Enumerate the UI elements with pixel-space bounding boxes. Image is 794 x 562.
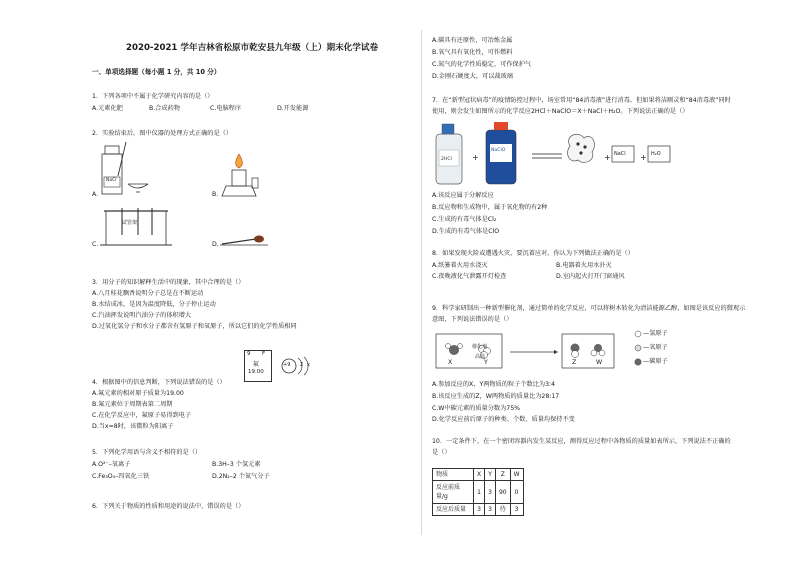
q5-stem: 5．下列化学用语与含义不相符的是（）: [92, 449, 202, 456]
q10-stem-line2: 是（）: [432, 449, 451, 456]
product-box-nacl: NaCl: [614, 151, 626, 157]
q2-figure-a: [92, 140, 182, 202]
q9-option-a: A.参加反应的X，Y两物质的粒子个数比为3:4: [432, 381, 556, 388]
atom-shell-1: 2: [300, 362, 304, 368]
q9-option-d: D.化学反应前后原子的种类、个数、质量均保持不变: [432, 416, 575, 423]
legend-hydrogen: —氢原子: [643, 330, 668, 337]
q7-option-c: C.生成的有毒气体是Cl₂: [432, 216, 497, 223]
table-row: [433, 504, 524, 516]
q6-option-a: A.碳具有还原性，可冶炼金属: [432, 37, 513, 44]
bottle-label-naclo: NaClO: [491, 148, 506, 153]
q2-option-a: A.: [92, 191, 99, 198]
q8-option-d: D.室内起火打开门窗通风: [556, 273, 625, 280]
table-header-row: [433, 469, 524, 481]
q7-option-a: A.该反应属于分解反应: [432, 192, 494, 199]
q9-stem-line1: 9．科学家研制出一种新型催化剂，通过简单的化学反应，可以将树木转化为清洁能源乙醇，如图是该反应的微观示: [432, 305, 746, 312]
q5-option-b: B.3H–3 个氢元素: [212, 461, 261, 468]
cell-atomic-number: 9: [247, 351, 251, 357]
q2-option-c: C.: [92, 241, 99, 248]
q1-option-a: A.元素化肥: [92, 105, 123, 112]
table-cell: 0: [510, 481, 523, 504]
q4-option-d: D.当x=8时，该微粒为阳离子: [92, 423, 174, 430]
table-cell: 1: [474, 481, 485, 504]
q1-option-d: D.开发能源: [277, 105, 309, 112]
q4-stem: 4．根据图中的信息判断，下列说法错误的是（）: [92, 379, 226, 386]
q4-option-b: B.氟元素位于周期表第二周期: [92, 401, 173, 408]
q3-option-a: A.八月桂花飘香说明分子总是在不断运动: [92, 290, 204, 297]
svg-text:+: +: [472, 153, 479, 162]
q2-stem: 2．实验结束后，图中仪器的处理方式正确的是（）: [92, 130, 233, 137]
q9-stem-line2: 意图，下列说法错误的是（）: [432, 316, 513, 323]
product-box-h2o: H₂O: [651, 151, 661, 157]
q9-option-c: C.W中碳元素的质量分数为75%: [432, 405, 521, 412]
q5-option-a: A.O²⁻–氧离子: [92, 461, 131, 468]
q3-option-c: C.汽油挥发说明汽油分子的体积增大: [92, 312, 192, 319]
q5-option-c: C.Fe₃O₄–四氧化三铁: [92, 473, 150, 480]
legend-carbon: —碳原子: [643, 358, 668, 365]
q9-option-b: B.该反应生成的Z，W两物质的质量比为28:17: [432, 393, 560, 400]
table-cell: 反应后质量: [433, 504, 474, 516]
cell-name: 氟: [253, 361, 260, 368]
catalyst-label: 催化剂: [472, 344, 488, 350]
q3-stem: 3．用分子的知识解释生活中的现象，其中合理的是（）: [92, 279, 245, 286]
q4-option-a: A.氟元素的相对原子质量为19.00: [92, 390, 184, 397]
legend-oxygen: —氧原子: [643, 344, 668, 351]
q1-option-b: B.合成药物: [149, 105, 180, 112]
q3-option-b: B.水结成冰，是因为温度降低，分子停止运动: [92, 301, 216, 308]
table-header-cell: 物质: [433, 469, 474, 481]
q2-figure-c: [92, 205, 182, 251]
cell-mass: 19.00: [248, 369, 264, 375]
q10-stem-line1: 10．一定条件下，在一个密闭容器内发生某反应，测得反应过程中各物质的质量如表所示，下列说法不正确的: [432, 438, 731, 445]
table-cell: 3: [510, 504, 523, 516]
section-heading: 一、单项选择题（每小题 1 分，共 10 分）: [92, 68, 221, 76]
q8-option-a: A.纸篓着火用水浇灭: [432, 262, 488, 269]
table-header-cell: W: [510, 469, 523, 481]
table-header-cell: Z: [495, 469, 510, 481]
svg-text:+: +: [640, 153, 647, 162]
table-header-cell: X: [474, 469, 485, 481]
atom-shell-2: x: [307, 362, 310, 368]
q2-figure-b: [212, 150, 272, 202]
molecule-w-label: W: [596, 359, 603, 366]
molecule-z-label: Z: [572, 359, 577, 366]
q8-stem: 8．如果发现火险或遭遇火灾，要沉着应对。你认为下列做法正确的是（）: [432, 250, 634, 257]
q7-stem-line1: 7．在“新型冠状病毒”的疫情防控过程中，场室常用“84消毒液”进行消毒。但如果将洁厕灵和“84消毒液”同时: [432, 97, 731, 104]
cell-symbol: F: [262, 351, 266, 357]
q7-option-b: B.反应物和生成物中，属于氧化物的有2种: [432, 204, 548, 211]
q8-option-b: B.电器着火用水扑灭: [556, 262, 612, 269]
page-title: 2020-2021 学年吉林省松原市乾安县九年级（上）期末化学试卷: [126, 43, 379, 53]
molecule-x-label: X: [448, 359, 453, 366]
bottle-label-hcl: 2HCl: [441, 157, 452, 162]
q6-option-c: C.氮气的化学性质稳定，可作保护气: [432, 61, 532, 68]
table-cell: 3: [485, 481, 496, 504]
q10-mass-table: [432, 468, 524, 516]
q7-option-d: D.生成的有毒气体是ClO: [432, 228, 500, 235]
molecule-y-label: Y: [484, 359, 488, 366]
table-cell: 3: [485, 504, 496, 516]
heat-label: 高温: [475, 354, 486, 360]
q3-option-d: D.过氧化氢分子和水分子都含有氢原子和氧原子，所以它们的化学性质相同: [92, 323, 297, 330]
q2-figure-d: [212, 225, 282, 249]
q8-option-c: C.夜晚液化气泄露开灯检查: [432, 273, 507, 280]
q6-option-d: D.金刚石硬度大，可以裁玻璃: [432, 73, 513, 80]
q2-label-nacl: NaCl: [106, 178, 117, 183]
q2-label-rack: 试管架: [122, 220, 138, 226]
q1-option-c: C.电脑程序: [210, 105, 242, 112]
table-header-cell: Y: [485, 469, 496, 481]
atom-core: +9: [283, 362, 291, 368]
svg-text:+: +: [604, 153, 611, 162]
table-cell: 3: [474, 504, 485, 516]
q7-stem-line2: 使用，则会发生如图所示的化学反应2HCl＋NaClO＝X＋NaCl＋H₂O。下列说法正确的是（）: [432, 108, 689, 115]
table-cell: 待: [495, 504, 510, 516]
q6-option-b: B.氧气具有氧化性，可作燃料: [432, 49, 513, 56]
table-row: [433, 481, 524, 504]
table-cell: 反应前质量/g: [433, 481, 474, 504]
q5-option-d: D.2N₂–2 个氮气分子: [212, 473, 270, 480]
column-divider: [421, 30, 422, 535]
q1-stem: 1．下列各项中不属于化学研究内容的是（）: [92, 93, 214, 100]
table-cell: 90: [495, 481, 510, 504]
q4-option-c: C.在化学反应中，氟原子易得到电子: [92, 412, 192, 419]
q6-stem: 6．下列关于物质的性质和用途的说法中，错误的是（）: [92, 503, 245, 510]
q2-option-d: D.: [212, 241, 219, 248]
q2-option-b: B.: [212, 191, 219, 198]
